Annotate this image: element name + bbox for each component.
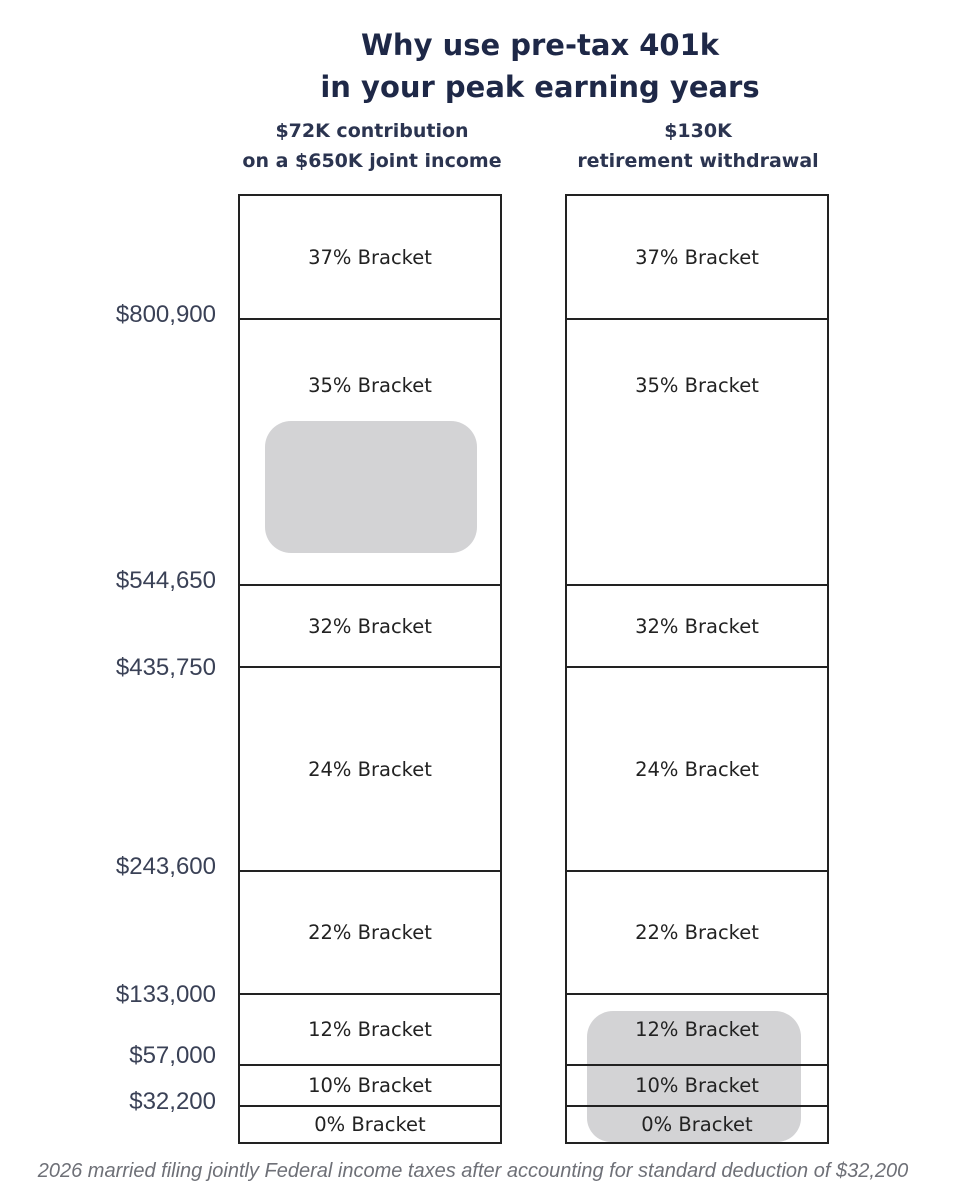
bracket-label: 0% Bracket xyxy=(641,1113,753,1136)
bracket-cell-0 xyxy=(240,1105,500,1142)
bracket-label: 37% Bracket xyxy=(635,245,759,269)
column-header-contribution xyxy=(222,116,522,176)
bracket-cell-24 xyxy=(240,666,500,870)
bracket-cell-32 xyxy=(567,584,827,666)
bracket-cell-12 xyxy=(240,993,500,1064)
bracket-label: 12% Bracket xyxy=(308,1018,432,1041)
bracket-cell-12 xyxy=(567,993,827,1064)
bracket-label: 32% Bracket xyxy=(308,614,432,638)
column-header-withdrawal-line-1: $130K xyxy=(664,120,732,142)
bracket-cell-32 xyxy=(240,584,500,666)
bracket-label: 35% Bracket xyxy=(308,373,432,397)
bracket-cell-22 xyxy=(567,870,827,993)
bracket-label: 10% Bracket xyxy=(635,1074,759,1097)
bracket-label: 24% Bracket xyxy=(635,757,759,781)
threshold-label: $800,900 xyxy=(115,301,216,328)
column-header-contribution-line-1: $72K contribution xyxy=(275,120,469,142)
bracket-cell-22 xyxy=(240,870,500,993)
bracket-cell-0 xyxy=(567,1105,827,1142)
bracket-label: 35% Bracket xyxy=(635,373,759,397)
bracket-cell-37 xyxy=(567,196,827,318)
bracket-column-contribution xyxy=(238,194,502,1144)
bracket-cell-10 xyxy=(240,1064,500,1105)
chart-title xyxy=(0,24,960,108)
title-line-1: Why use pre-tax 401k xyxy=(360,28,720,62)
bracket-label: 37% Bracket xyxy=(308,245,432,269)
threshold-label: $32,200 xyxy=(129,1088,216,1115)
bracket-cell-24 xyxy=(567,666,827,870)
bracket-cell-10 xyxy=(567,1064,827,1105)
bracket-label: 22% Bracket xyxy=(308,921,432,944)
column-header-withdrawal xyxy=(548,116,848,176)
bracket-label: 32% Bracket xyxy=(635,614,759,638)
threshold-label: $57,000 xyxy=(129,1042,216,1069)
bracket-label: 22% Bracket xyxy=(635,921,759,944)
bracket-label: 12% Bracket xyxy=(635,1018,759,1041)
threshold-label: $544,650 xyxy=(115,567,216,594)
column-header-withdrawal-line-2: retirement withdrawal xyxy=(577,150,819,172)
bracket-cell-35 xyxy=(567,318,827,584)
threshold-label: $243,600 xyxy=(115,853,216,880)
column-header-contribution-line-2: on a $650K joint income xyxy=(242,150,502,172)
title-line-2: in your peak earning years xyxy=(320,70,760,104)
threshold-label: $435,750 xyxy=(115,654,216,681)
bracket-label: 0% Bracket xyxy=(314,1113,426,1136)
bracket-cell-37 xyxy=(240,196,500,318)
threshold-label: $133,000 xyxy=(115,981,216,1008)
footnote: 2026 married filing jointly Federal income taxes after accounting for standard deduction of $32,200 xyxy=(37,1160,909,1182)
bracket-label: 24% Bracket xyxy=(308,757,432,781)
bracket-column-withdrawal xyxy=(565,194,829,1144)
bracket-cell-35 xyxy=(240,318,500,584)
bracket-label: 10% Bracket xyxy=(308,1074,432,1097)
